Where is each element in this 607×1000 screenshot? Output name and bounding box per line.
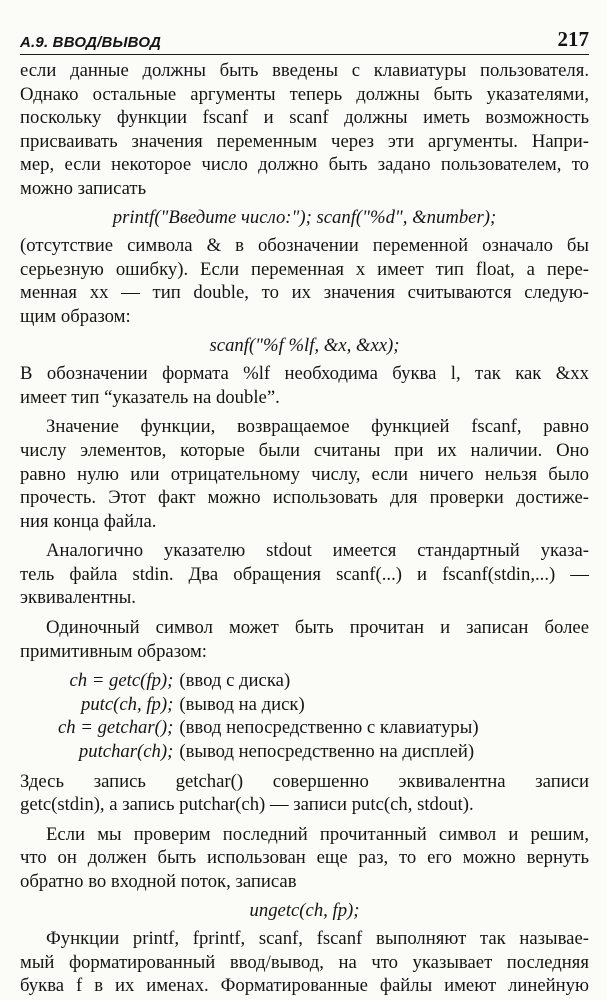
paragraph-5 (20, 539, 589, 610)
text-line: если данные должны быть введены с клавиатуры пользователя. (20, 60, 589, 81)
text-line: буква f в их именах. Форматированные файлы имеют линейную (20, 975, 589, 997)
page-body (20, 59, 589, 998)
page-number: 217 (557, 27, 589, 51)
text-line: ния конца файла. (20, 510, 157, 532)
text-line: прочесть. Этот факт можно использовать для проверки достиже- (20, 487, 589, 509)
page-header (20, 24, 589, 55)
text-line: равно нулю или отрицательному числу, если ничего нельзя было (20, 463, 589, 485)
code-cell: ch = getc(fp); (69, 670, 174, 692)
code-cell: putc(ch, fp); (80, 693, 174, 715)
text-line: тель файла stdin. Два обращения scanf(...) и fscanf(stdin,...) — (20, 563, 589, 585)
text-line: эквивалентны. (20, 587, 136, 609)
text-line: getc(stdin), а запись putchar(ch) — записи putc(ch, stdout). (20, 794, 474, 816)
paragraph-1 (20, 59, 589, 201)
paragraph-7 (20, 770, 589, 817)
paragraph-2 (20, 234, 589, 328)
note-cell: (ввод с диска) (179, 670, 291, 692)
text-line: Если мы проверим последний прочитанный символ и решим, (46, 823, 589, 845)
text-line: Аналогично указателю stdout имеется стандартный указа- (46, 540, 589, 562)
text-line: мый форматированный ввод/вывод, на что указывает последняя (20, 951, 589, 973)
text-line: менная xx — тип double, то их значения считываются следую- (20, 282, 589, 304)
text-line: Функции printf, fprintf, scanf, fscanf выполняют так называе- (46, 928, 589, 950)
text-line: мер, если некоторое число должно быть задано пользователем, то (20, 154, 589, 176)
text-line: Однако остальные аргументы теперь должны быть указателями, (20, 83, 589, 105)
paragraph-3 (20, 362, 589, 409)
text-line: можно записать (20, 177, 147, 199)
text-line: имеет тип “указатель на double”. (20, 386, 280, 408)
text-line: щим образом: (20, 305, 131, 327)
note-cell: (ввод непосредственно с клавиатуры) (179, 717, 479, 739)
text-line: что он должен быть использован еще раз, то его можно вернуть (20, 847, 589, 869)
paragraph-8 (20, 823, 589, 894)
table-row (58, 716, 479, 740)
text-line: В обозначении формата %lf необходима буква l, так как &xx (20, 363, 589, 385)
text-line: Одиночный символ может быть прочитан и записан более (46, 617, 589, 639)
text-line: обратно во входной поток, записав (20, 871, 297, 892)
note-cell: (вывод на диск) (179, 693, 305, 715)
note-cell: (вывод непосредственно на дисплей) (179, 741, 475, 763)
table-row (58, 693, 479, 717)
text-line: присваивать значения переменным через эти аргументы. Напри- (20, 130, 589, 152)
text-line: серьезную ошибку). Если переменная x имеет тип float, а пере- (20, 258, 589, 280)
table-row (58, 740, 479, 764)
text-line: Значение функции, возвращаемое функцией fscanf, равно (46, 416, 589, 438)
code-cell: ch = getchar(); (58, 717, 174, 739)
formula-ungetc: ungetc(ch, fp); (249, 899, 360, 921)
paragraph-6 (20, 616, 589, 663)
formula-printf-scanf: printf("Введите число:"); scanf("%d", &number); (112, 206, 497, 228)
running-head: А.9. ВВОД/ВЫВОД (20, 34, 162, 51)
paragraph-9 (20, 927, 589, 998)
text-line: Здесь запись getchar() совершенно эквивалентна записи (20, 770, 589, 792)
io-function-table (58, 669, 479, 763)
code-cell: putchar(ch); (78, 741, 174, 763)
table-row (58, 669, 479, 693)
formula-scanf-float: scanf("%f %lf, &x, &xx); (209, 334, 400, 356)
paragraph-4 (20, 415, 589, 533)
text-line: числу элементов, которые были считаны при их наличии. Оно (20, 439, 589, 461)
text-line: (отсутствие символа & в обозначении переменной означало бы (20, 235, 589, 257)
text-line: примитивным образом: (20, 640, 207, 662)
text-line: поскольку функции fscanf и scanf должны иметь возможность (20, 107, 589, 129)
